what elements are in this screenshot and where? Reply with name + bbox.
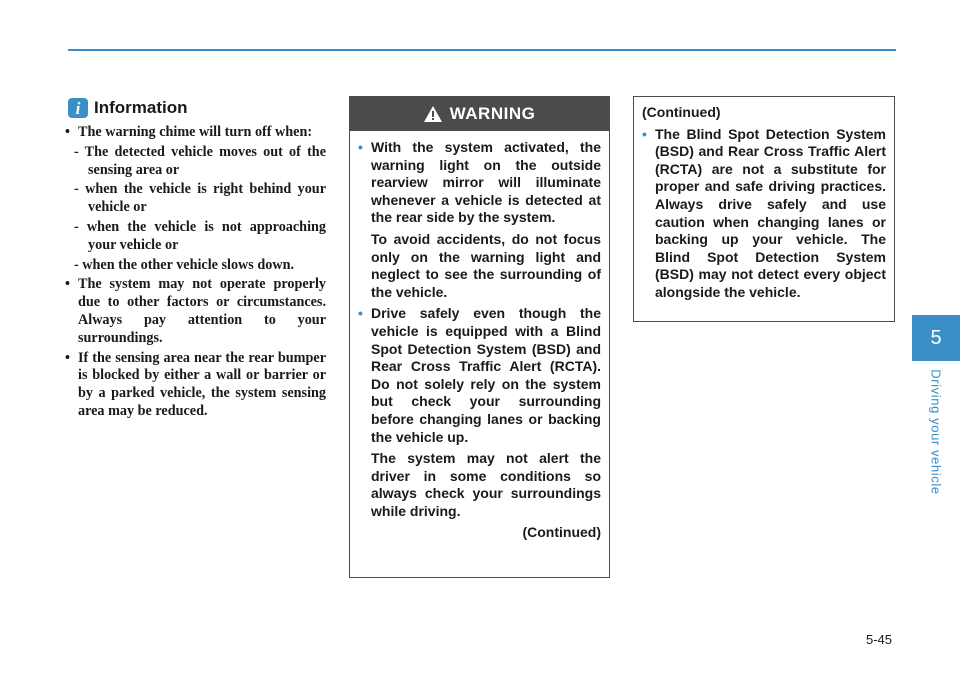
information-subitem: - when the vehicle is not approaching your vehicle or — [74, 218, 326, 253]
continued-bullet: • The Blind Spot Detection System (BSD) and Rear Cross Traffic Alert (RCTA) are not a substitute for proper and safe driving practices. Always drive safely and use caution when changing lanes or backing up your vehicle. The Blind Spot Detection System (BSD) may not detect every object alongside the vehicle. — [642, 125, 886, 300]
warning-paragraph: The system may not alert the driver in some conditions so always check your surroundings while driving. — [371, 450, 601, 519]
warning-body — [350, 131, 609, 542]
bullet-icon: • — [65, 349, 70, 366]
information-bullet: • The system may not operate properly due to other factors or circumstances. Always pay attention to your surroundings. — [65, 276, 326, 346]
information-bullet: • If the sensing area near the rear bumper is blocked by either a wall or barrier or by a parked vehicle, the system sensing area may be reduced. — [65, 349, 326, 419]
information-subitem: - when the other vehicle slows down. — [74, 256, 295, 273]
bullet-icon: • — [358, 305, 363, 322]
continued-box — [633, 96, 895, 322]
chapter-label: Driving your vehicle — [928, 369, 944, 495]
information-list — [60, 124, 326, 421]
information-subitem: - when the vehicle is right behind your vehicle or — [74, 181, 326, 216]
info-icon: i — [68, 98, 88, 118]
bullet-icon: • — [642, 125, 647, 142]
warning-triangle-icon — [424, 106, 442, 122]
warning-title: WARNING — [449, 104, 536, 123]
warning-bullet: • With the system activated, the warning light on the outside rearview mirror will illuminate whenever a vehicle is detected at the rear side by the system. — [358, 139, 601, 226]
warning-paragraph: To avoid accidents, do not focus only on the warning light and neglect to see the surrounding of the vehicle. — [371, 230, 601, 300]
bullet-icon: • — [358, 139, 363, 155]
chapter-tab: 5 — [912, 315, 960, 361]
warning-header — [350, 97, 609, 131]
bullet-icon: • — [65, 276, 70, 293]
bullet-icon: • — [65, 124, 70, 140]
information-header — [68, 96, 188, 120]
page-number: 5-45 — [865, 632, 892, 647]
warning-bullet: • Drive safely even though the vehicle is equipped with a Blind Spot Detection System (BSD) and Rear Cross Traffic Alert (RCTA). Do not solely rely on the system but check your surrounding before changing lanes or backing the vehicle up. — [358, 305, 601, 445]
information-subitem: - The detected vehicle moves out of the sensing area or — [74, 143, 326, 178]
information-bullet: • The warning chime will turn off when: — [65, 124, 313, 140]
warning-box — [349, 96, 610, 578]
warning-continued: (Continued) — [522, 524, 601, 541]
information-title: Information — [94, 98, 188, 117]
top-rule — [68, 49, 896, 51]
continued-heading: (Continued) — [642, 104, 721, 120]
